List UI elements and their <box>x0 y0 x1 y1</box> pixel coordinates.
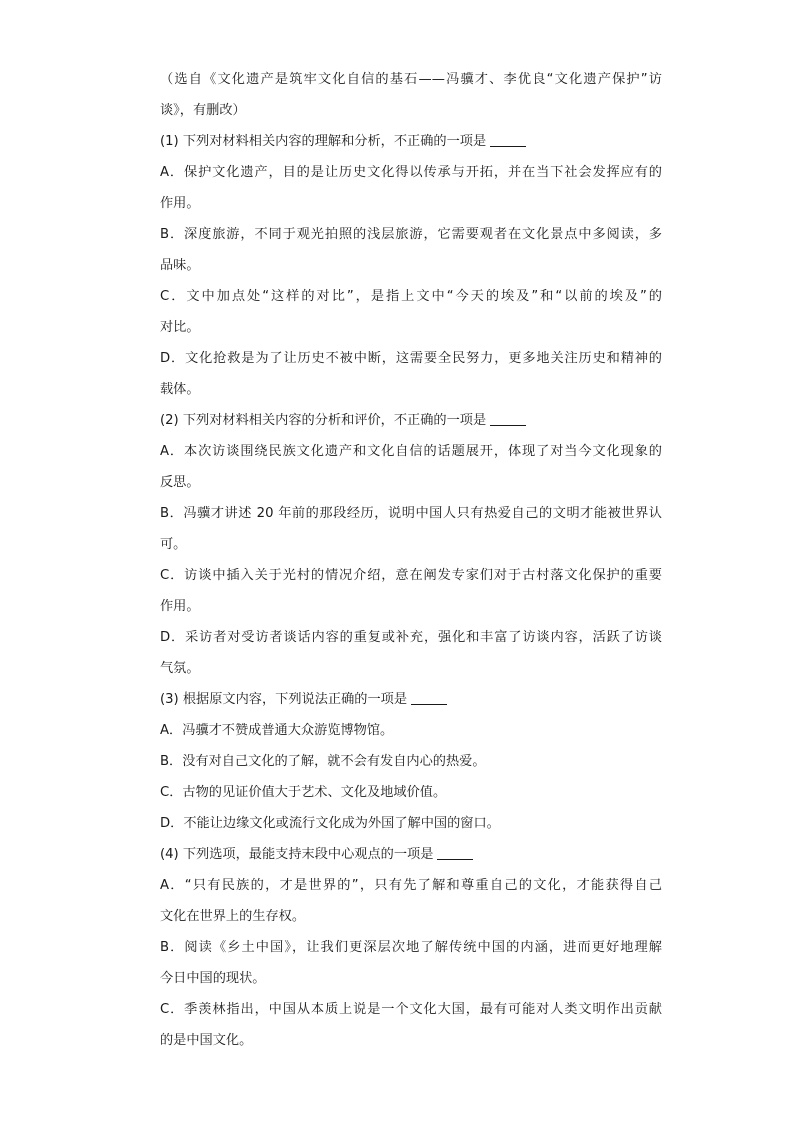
option-line: B．阅读《乡土中国》，让我们更深层次地了解传统中国的内涵，进而更好地理解 <box>160 940 662 955</box>
question-3 <box>160 684 662 839</box>
answer-blank <box>411 703 447 705</box>
question-2 <box>160 405 662 684</box>
question-4 <box>160 839 662 1056</box>
option-line: C．访谈中插入关于光村的情况介绍，意在阐发专家们对于古村落文化保护的重要 <box>160 568 662 583</box>
option-line: 的是中国文化。 <box>160 1033 253 1048</box>
option-line: C．文中加点处“这样的对比”，是指上文中“今天的埃及”和“以前的埃及”的 <box>160 289 662 304</box>
option-line: C．季羡林指出，中国从本质上说是一个文化大国，最有可能对人类文明作出贡献 <box>160 1002 662 1017</box>
option-line: 今日中国的现状。 <box>160 971 266 986</box>
option-line: B．没有对自己文化的了解，就不会有发自内心的热爱。 <box>160 754 486 769</box>
question-stem <box>160 405 662 436</box>
option-line: 反思。 <box>160 475 200 490</box>
option-line: D．不能让边缘文化或流行文化成为外国了解中国的窗口。 <box>160 816 500 831</box>
answer-blank <box>490 145 526 147</box>
question-stem <box>160 684 662 715</box>
source-citation-line-2: 谈》，有删改） <box>160 103 246 118</box>
option-line: 气氛。 <box>160 661 200 676</box>
option-line: A．本次访谈围绕民族文化遗产和文化自信的话题展开，体现了对当今文化现象的 <box>160 444 662 459</box>
question-stem-text: (1) 下列对材料相关内容的理解和分析，不正确的一项是 <box>160 134 487 149</box>
option-line: B．冯骥才讲述 20 年前的那段经历，说明中国人只有热爱自己的文明才能被世界认 <box>160 506 662 521</box>
option-line: D．采访者对受访者谈话内容的重复或补充，强化和丰富了访谈内容，活跃了访谈 <box>160 630 662 645</box>
answer-blank <box>437 858 473 860</box>
question-stem-text: (2) 下列对材料相关内容的分析和评价，不正确的一项是 <box>160 413 487 428</box>
option-line: 文化在世界上的生存权。 <box>160 909 306 924</box>
question-stem <box>160 839 662 870</box>
option-line: D．文化抢救是为了让历史不被中断，这需要全民努力，更多地关注历史和精神的 <box>160 351 662 366</box>
option-line: 对比。 <box>160 320 200 335</box>
question-1 <box>160 126 662 405</box>
question-stem <box>160 126 662 157</box>
option-line: 品味。 <box>160 258 200 273</box>
option-line: A．冯骥才不赞成普通大众游览博物馆。 <box>160 723 394 738</box>
option-line: A．保护文化遗产，目的是让历史文化得以传承与开拓，并在当下社会发挥应有的 <box>160 165 662 180</box>
question-stem-text: (3) 根据原文内容，下列说法正确的一项是 <box>160 692 408 707</box>
option-line: 载体。 <box>160 382 200 397</box>
option-line: 作用。 <box>160 599 200 614</box>
option-line: 可。 <box>160 537 187 552</box>
question-stem-text: (4) 下列选项，最能支持末段中心观点的一项是 <box>160 847 434 862</box>
document-page <box>160 64 662 1056</box>
source-citation-line-1: （选自《文化遗产是筑牢文化自信的基石——冯骥才、李优良“文化遗产保护”访 <box>160 72 662 87</box>
answer-blank <box>490 424 526 426</box>
option-line: B．深度旅游，不同于观光拍照的浅层旅游，它需要观者在文化景点中多阅读，多 <box>160 227 662 242</box>
option-line: A．“只有民族的，才是世界的”，只有先了解和尊重自己的文化，才能获得自己 <box>160 878 662 893</box>
option-line: 作用。 <box>160 196 200 211</box>
option-line: C．古物的见证价值大于艺术、文化及地域价值。 <box>160 785 447 800</box>
